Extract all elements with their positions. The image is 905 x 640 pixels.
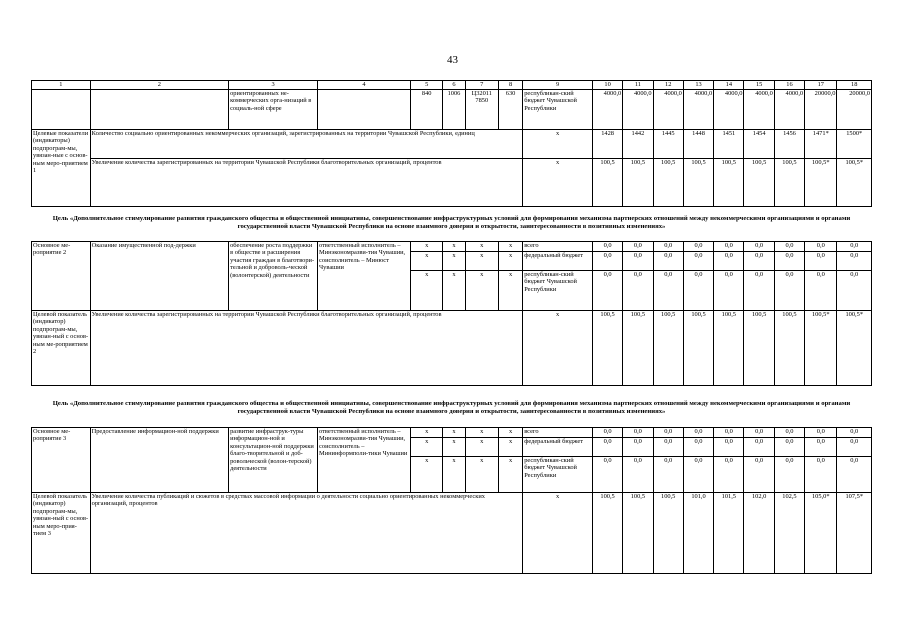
value-cell: 0,0 (653, 242, 683, 252)
value-cell: 0,0 (653, 428, 683, 438)
measure-title: Основное ме-роприятие 3 (32, 428, 91, 493)
table-main-part1 (31, 80, 872, 207)
header-cell: 11 (623, 81, 653, 90)
value-cell: 4000,0 (744, 90, 774, 130)
measure-name: Предоставление информацион-ной поддержки (90, 428, 228, 493)
value-cell: 0,0 (837, 271, 872, 311)
measure-name: Оказание имущественной под-держки (90, 242, 228, 311)
table-row (32, 90, 872, 130)
x-cell: x (498, 457, 522, 493)
value-cell: 100,5 (592, 493, 622, 574)
x-cell: x (411, 271, 443, 311)
x-cell: x (465, 438, 498, 457)
value-cell: 0,0 (774, 242, 804, 252)
table-row (32, 130, 872, 159)
value-cell: 0,0 (744, 242, 774, 252)
value-cell: 1500* (837, 130, 872, 159)
value-cell: 0,0 (683, 242, 713, 252)
table-row (32, 242, 872, 252)
x-cell: x (411, 438, 443, 457)
value-cell: 0,0 (623, 252, 653, 271)
value-cell: 0,0 (805, 242, 837, 252)
value-cell: 0,0 (774, 438, 804, 457)
value-cell: 0,0 (805, 438, 837, 457)
value-cell: 100,5 (653, 493, 683, 574)
value-cell: 105,0* (805, 493, 837, 574)
value-cell: 1442 (623, 130, 653, 159)
table-row (32, 311, 872, 386)
value-cell: 100,5* (837, 311, 872, 386)
value-cell: 0,0 (805, 252, 837, 271)
indicator-text: Увеличение количества зарегистрированных на территории Чувашской Республики благотворительных организаций, процентов (90, 159, 523, 207)
x-cell: x (498, 428, 522, 438)
code-cell: 840 (411, 90, 443, 130)
x-cell: x (498, 242, 522, 252)
value-cell: 4000,0 (683, 90, 713, 130)
measure-executor: ответственный исполнитель – Минэкономразви-тия Чувашии, соисполнитель – Мининформполи-тики Чувашии (318, 428, 411, 493)
value-cell: 0,0 (714, 252, 744, 271)
value-cell: 0,0 (653, 457, 683, 493)
value-cell: 1471* (805, 130, 837, 159)
value-cell: 100,5* (805, 159, 837, 207)
value-cell: 100,5 (592, 159, 622, 207)
value-cell: 0,0 (805, 457, 837, 493)
table-row (32, 428, 872, 438)
value-cell: 4000,0 (774, 90, 804, 130)
value-cell: 0,0 (837, 242, 872, 252)
value-cell: 1451 (714, 130, 744, 159)
x-cell: x (443, 457, 465, 493)
measure-title: Основное ме-роприятие 2 (32, 242, 91, 311)
value-cell: 0,0 (623, 457, 653, 493)
header-cell: 6 (443, 81, 465, 90)
x-cell: x (498, 438, 522, 457)
indicator-label: Целевые показатели (индикаторы) подпрограм-мы, увязан-ные с основ-ным меро-приятием 1 (32, 130, 91, 207)
table-row (32, 159, 872, 207)
value-cell: 4000,0 (653, 90, 683, 130)
x-cell: x (465, 271, 498, 311)
header-cell: 3 (229, 81, 318, 90)
value-cell: 100,5 (744, 311, 774, 386)
value-cell: 0,0 (683, 438, 713, 457)
value-cell: 102,5 (774, 493, 804, 574)
measure-result: развитие инфраструк-туры информацион-ной и консультацион-ной поддержки благо-творительной и доб-ровольческой (волон-терской) деятельности (229, 428, 318, 493)
value-cell: 0,0 (774, 428, 804, 438)
value-cell: 0,0 (683, 252, 713, 271)
value-cell: 0,0 (805, 428, 837, 438)
value-cell: 101,5 (714, 493, 744, 574)
value-cell: 1456 (774, 130, 804, 159)
value-cell: 0,0 (592, 438, 622, 457)
header-cell: 14 (714, 81, 744, 90)
x-cell: x (523, 493, 593, 574)
x-cell: x (498, 252, 522, 271)
funding-source: федеральный бюджет (523, 252, 593, 271)
header-cell: 2 (90, 81, 228, 90)
indicator-label: Целевой показатель (индикатор) подпрограм-мы, увязан-ный с основ-ным ме-роприятием 2 (32, 311, 91, 386)
value-cell: 0,0 (623, 242, 653, 252)
indicator-text: Увеличение количества публикаций и сюжетов в средствах массовой информации о деятельности социально ориентированных некоммерческих организаций, процентов (90, 493, 523, 574)
value-cell: 20000,0 (837, 90, 872, 130)
value-cell: 0,0 (623, 428, 653, 438)
value-cell: 0,0 (623, 271, 653, 311)
goal-heading: Цель «Дополнительное стимулирование развития гражданского общества и общественной инициативы, совершенствование инфраструктурных условий для формирования механизма партнерских отношений между некоммерческими организациями и органами государственной власти Чувашской Республики на основе взаимного доверия и открытости, заинтересованности в позитивных изменениях» (52, 400, 851, 416)
value-cell: 0,0 (714, 428, 744, 438)
x-cell: x (523, 130, 593, 159)
measure-result: ориентированных не-коммерческих орга-низаций в социаль-ной сфере (229, 90, 318, 130)
page-number: 43 (447, 54, 458, 66)
x-cell: x (465, 252, 498, 271)
value-cell: 0,0 (744, 428, 774, 438)
value-cell: 0,0 (592, 242, 622, 252)
x-cell: x (411, 457, 443, 493)
code-cell: 630 (498, 90, 522, 130)
x-cell: x (465, 242, 498, 252)
value-cell: 1454 (744, 130, 774, 159)
value-cell: 0,0 (714, 457, 744, 493)
indicator-label: Целевой показатель (индикатор) подпрограм-мы, увязан-ный с основ-ным меро-прия-тием 3 (32, 493, 91, 574)
x-cell: x (443, 271, 465, 311)
value-cell: 4000,0 (623, 90, 653, 130)
value-cell: 100,5 (623, 493, 653, 574)
header-cell: 5 (411, 81, 443, 90)
value-cell: 100,5 (744, 159, 774, 207)
value-cell: 0,0 (653, 271, 683, 311)
value-cell: 100,5 (683, 311, 713, 386)
value-cell: 0,0 (623, 438, 653, 457)
value-cell: 100,5 (683, 159, 713, 207)
value-cell: 1445 (653, 130, 683, 159)
value-cell: 0,0 (744, 457, 774, 493)
x-cell: x (443, 252, 465, 271)
value-cell: 100,5 (653, 311, 683, 386)
funding-source: всего (523, 242, 593, 252)
x-cell: x (411, 242, 443, 252)
value-cell: 20000,0 (805, 90, 837, 130)
funding-source: федеральный бюджет (523, 438, 593, 457)
value-cell: 0,0 (592, 457, 622, 493)
value-cell: 0,0 (714, 271, 744, 311)
funding-source: республикан-ский бюджет Чувашской Республики (523, 90, 593, 130)
value-cell: 0,0 (805, 271, 837, 311)
value-cell: 1428 (592, 130, 622, 159)
goal-heading: Цель «Дополнительное стимулирование развития гражданского общества и общественной инициативы, совершенствование инфраструктурных условий для формирования механизма партнерских отношений между некоммерческими организациями и органами государственной власти Чувашской Республики на основе взаимного доверия и открытости, заинтересованности в позитивных изменениях» (52, 215, 851, 231)
x-cell: x (443, 438, 465, 457)
funding-source: всего (523, 428, 593, 438)
value-cell: 100,5* (837, 159, 872, 207)
header-cell: 9 (523, 81, 593, 90)
value-cell: 100,5 (714, 159, 744, 207)
funding-source: республикан-ский бюджет Чувашской Республики (523, 457, 593, 493)
value-cell: 0,0 (714, 438, 744, 457)
x-cell: x (498, 271, 522, 311)
header-cell: 8 (498, 81, 522, 90)
value-cell: 0,0 (774, 252, 804, 271)
header-cell: 7 (465, 81, 498, 90)
header-cell: 12 (653, 81, 683, 90)
header-cell: 17 (805, 81, 837, 90)
value-cell: 0,0 (683, 457, 713, 493)
x-cell: x (465, 428, 498, 438)
header-cell: 4 (318, 81, 411, 90)
value-cell: 0,0 (592, 252, 622, 271)
value-cell: 0,0 (744, 252, 774, 271)
value-cell: 0,0 (592, 271, 622, 311)
value-cell: 107,5* (837, 493, 872, 574)
x-cell: x (523, 311, 593, 386)
x-cell: x (411, 428, 443, 438)
value-cell: 100,5 (653, 159, 683, 207)
measure-executor: ответственный исполнитель – Минэкономразви-тия Чувашии, соисполнитель – Минюст Чувашии (318, 242, 411, 311)
value-cell: 100,5 (623, 311, 653, 386)
header-row (32, 81, 872, 90)
table-row (32, 493, 872, 574)
value-cell: 1448 (683, 130, 713, 159)
value-cell: 0,0 (774, 457, 804, 493)
funding-source: республикан-ский бюджет Чувашской Республики (523, 271, 593, 311)
value-cell: 0,0 (744, 438, 774, 457)
indicator-text: Увеличение количества зарегистрированных на территории Чувашской Республики благотворительных организаций, процентов (90, 311, 523, 386)
value-cell: 0,0 (683, 271, 713, 311)
value-cell: 100,5 (774, 159, 804, 207)
x-cell: x (411, 252, 443, 271)
table-main-part3 (31, 427, 872, 574)
value-cell: 100,5* (805, 311, 837, 386)
value-cell: 0,0 (683, 428, 713, 438)
code-cell: Ц32011 7850 (465, 90, 498, 130)
value-cell: 0,0 (837, 252, 872, 271)
value-cell: 100,5 (623, 159, 653, 207)
value-cell: 4000,0 (592, 90, 622, 130)
value-cell: 0,0 (837, 428, 872, 438)
value-cell: 100,5 (592, 311, 622, 386)
header-cell: 18 (837, 81, 872, 90)
code-cell: 1006 (443, 90, 465, 130)
x-cell: x (443, 428, 465, 438)
value-cell: 0,0 (837, 457, 872, 493)
value-cell: 102,0 (744, 493, 774, 574)
value-cell: 0,0 (714, 242, 744, 252)
value-cell: 100,5 (714, 311, 744, 386)
value-cell: 0,0 (837, 438, 872, 457)
x-cell: x (443, 242, 465, 252)
header-cell: 15 (744, 81, 774, 90)
value-cell: 101,0 (683, 493, 713, 574)
value-cell: 0,0 (653, 438, 683, 457)
x-cell: x (465, 457, 498, 493)
value-cell: 0,0 (592, 428, 622, 438)
header-cell: 10 (592, 81, 622, 90)
header-cell: 13 (683, 81, 713, 90)
value-cell: 100,5 (774, 311, 804, 386)
value-cell: 4000,0 (714, 90, 744, 130)
value-cell: 0,0 (774, 271, 804, 311)
indicator-text: Количество социально ориентированных некоммерческих организаций, зарегистрированных на территории Чувашской Республики, единиц (90, 130, 523, 159)
value-cell: 0,0 (744, 271, 774, 311)
value-cell: 0,0 (653, 252, 683, 271)
x-cell: x (523, 159, 593, 207)
header-cell: 16 (774, 81, 804, 90)
table-main-part2 (31, 241, 872, 386)
measure-result: обеспечение роста поддержки в обществе и расширения участия граждан в благотвори-тельной и доброволь-ческой (волонтерской) деятельности (229, 242, 318, 311)
header-cell: 1 (32, 81, 91, 90)
